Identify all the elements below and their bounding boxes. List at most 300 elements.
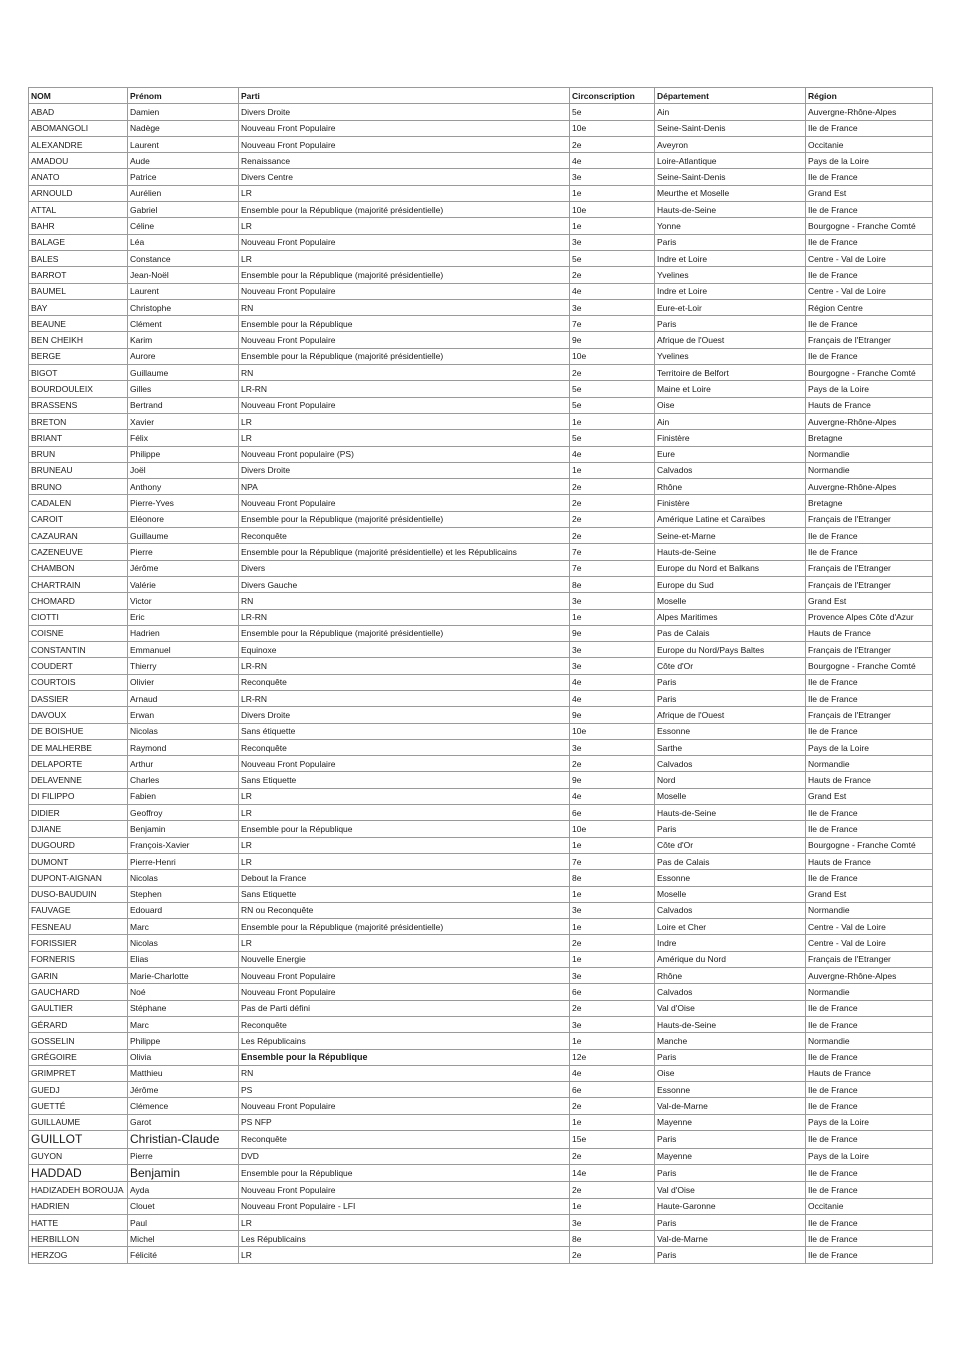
cell-nom: BEAUNE bbox=[29, 316, 128, 332]
cell-nom: CONSTANTIN bbox=[29, 642, 128, 658]
table-row bbox=[29, 642, 933, 658]
cell-departement: Calvados bbox=[655, 902, 806, 918]
table-row bbox=[29, 446, 933, 462]
cell-nom: DE BOISHUE bbox=[29, 723, 128, 739]
cell-departement: Eure-et-Loir bbox=[655, 299, 806, 315]
cell-nom: ANATO bbox=[29, 169, 128, 185]
cell-region: Ile de France bbox=[806, 1214, 933, 1230]
cell-prenom: Clément bbox=[128, 316, 239, 332]
header-row bbox=[29, 88, 933, 104]
cell-prenom: Paul bbox=[128, 1214, 239, 1230]
table-row bbox=[29, 1016, 933, 1032]
cell-prenom: Erwan bbox=[128, 707, 239, 723]
cell-prenom: Philippe bbox=[128, 1033, 239, 1049]
cell-nom: HATTE bbox=[29, 1214, 128, 1230]
cell-departement: Territoire de Belfort bbox=[655, 365, 806, 381]
cell-nom: HADIZADEH BOROUJA bbox=[29, 1182, 128, 1198]
table-row bbox=[29, 1131, 933, 1149]
cell-parti: LR bbox=[239, 788, 570, 804]
cell-prenom: Laurent bbox=[128, 136, 239, 152]
cell-prenom: Emmanuel bbox=[128, 642, 239, 658]
cell-region: Centre - Val de Loire bbox=[806, 250, 933, 266]
cell-nom: BAHR bbox=[29, 218, 128, 234]
cell-prenom: Céline bbox=[128, 218, 239, 234]
cell-circonscription: 1e bbox=[570, 951, 655, 967]
cell-parti: Equinoxe bbox=[239, 642, 570, 658]
cell-circonscription: 9e bbox=[570, 625, 655, 641]
cell-circonscription: 5e bbox=[570, 104, 655, 120]
cell-circonscription: 5e bbox=[570, 250, 655, 266]
cell-region: Ile de France bbox=[806, 1164, 933, 1182]
cell-prenom: Pierre bbox=[128, 544, 239, 560]
cell-departement: Paris bbox=[655, 821, 806, 837]
cell-circonscription: 1e bbox=[570, 1198, 655, 1214]
cell-prenom: Victor bbox=[128, 593, 239, 609]
cell-parti: Nouveau Front Populaire bbox=[239, 1182, 570, 1198]
cell-nom: DUMONT bbox=[29, 853, 128, 869]
cell-nom: ABOMANGOLI bbox=[29, 120, 128, 136]
header-parti: Parti bbox=[239, 88, 570, 104]
cell-departement: Manche bbox=[655, 1033, 806, 1049]
cell-nom: COUDERT bbox=[29, 658, 128, 674]
cell-circonscription: 6e bbox=[570, 984, 655, 1000]
cell-departement: Finistère bbox=[655, 430, 806, 446]
cell-nom: COISNE bbox=[29, 625, 128, 641]
header-departement: Département bbox=[655, 88, 806, 104]
cell-circonscription: 4e bbox=[570, 153, 655, 169]
cell-circonscription: 3e bbox=[570, 299, 655, 315]
cell-nom: GUYON bbox=[29, 1148, 128, 1164]
cell-region: Auvergne-Rhône-Alpes bbox=[806, 968, 933, 984]
cell-departement: Seine-Saint-Denis bbox=[655, 120, 806, 136]
cell-prenom: Marie-Charlotte bbox=[128, 968, 239, 984]
cell-prenom: Gabriel bbox=[128, 202, 239, 218]
cell-circonscription: 1e bbox=[570, 462, 655, 478]
table-row bbox=[29, 1082, 933, 1098]
cell-nom: DASSIER bbox=[29, 690, 128, 706]
cell-departement: Côte d'Or bbox=[655, 658, 806, 674]
cell-region: Hauts de France bbox=[806, 397, 933, 413]
cell-region: Français de l'Etranger bbox=[806, 332, 933, 348]
cell-parti: Debout la France bbox=[239, 870, 570, 886]
cell-prenom: Marc bbox=[128, 1016, 239, 1032]
cell-departement: Paris bbox=[655, 1214, 806, 1230]
cell-nom: CAZENEUVE bbox=[29, 544, 128, 560]
cell-nom: DI FILIPPO bbox=[29, 788, 128, 804]
cell-nom: BERGE bbox=[29, 348, 128, 364]
table-row bbox=[29, 250, 933, 266]
cell-region: Ile de France bbox=[806, 316, 933, 332]
cell-prenom: Guillaume bbox=[128, 365, 239, 381]
cell-parti: Nouveau Front Populaire bbox=[239, 756, 570, 772]
table-row bbox=[29, 788, 933, 804]
table-row bbox=[29, 234, 933, 250]
cell-region: Occitanie bbox=[806, 1198, 933, 1214]
cell-prenom: Félicité bbox=[128, 1247, 239, 1263]
cell-circonscription: 10e bbox=[570, 723, 655, 739]
cell-parti: DVD bbox=[239, 1148, 570, 1164]
cell-prenom: Elias bbox=[128, 951, 239, 967]
cell-departement: Europe du Nord et Balkans bbox=[655, 560, 806, 576]
table-row bbox=[29, 218, 933, 234]
cell-departement: Val d'Oise bbox=[655, 1000, 806, 1016]
cell-departement: Loire-Atlantique bbox=[655, 153, 806, 169]
cell-departement: Calvados bbox=[655, 462, 806, 478]
table-row bbox=[29, 283, 933, 299]
cell-parti: Nouveau Front Populaire bbox=[239, 136, 570, 152]
cell-circonscription: 9e bbox=[570, 332, 655, 348]
cell-nom: GUILLOT bbox=[29, 1131, 128, 1149]
cell-circonscription: 3e bbox=[570, 968, 655, 984]
cell-departement: Aveyron bbox=[655, 136, 806, 152]
cell-departement: Seine-Saint-Denis bbox=[655, 169, 806, 185]
cell-parti: Reconquête bbox=[239, 1131, 570, 1149]
cell-departement: Seine-et-Marne bbox=[655, 528, 806, 544]
cell-parti: Les Républicains bbox=[239, 1231, 570, 1247]
cell-prenom: Karim bbox=[128, 332, 239, 348]
cell-prenom: Pierre-Yves bbox=[128, 495, 239, 511]
cell-circonscription: 1e bbox=[570, 919, 655, 935]
cell-parti: Reconquête bbox=[239, 739, 570, 755]
cell-circonscription: 7e bbox=[570, 316, 655, 332]
table-row bbox=[29, 1049, 933, 1065]
cell-circonscription: 2e bbox=[570, 756, 655, 772]
cell-region: Normandie bbox=[806, 756, 933, 772]
cell-departement: Hauts-de-Seine bbox=[655, 1016, 806, 1032]
cell-region: Pays de la Loire bbox=[806, 739, 933, 755]
cell-nom: DAVOUX bbox=[29, 707, 128, 723]
cell-prenom: Raymond bbox=[128, 739, 239, 755]
cell-region: Grand Est bbox=[806, 886, 933, 902]
cell-parti: Divers Centre bbox=[239, 169, 570, 185]
cell-region: Ile de France bbox=[806, 267, 933, 283]
cell-nom: BRUNEAU bbox=[29, 462, 128, 478]
cell-circonscription: 1e bbox=[570, 185, 655, 201]
candidates-table bbox=[28, 87, 933, 1264]
table-row bbox=[29, 707, 933, 723]
cell-region: Français de l'Etranger bbox=[806, 511, 933, 527]
cell-prenom: Benjamin bbox=[128, 1164, 239, 1182]
cell-region: Bourgogne - Franche Comté bbox=[806, 218, 933, 234]
cell-region: Ile de France bbox=[806, 821, 933, 837]
cell-nom: DJIANE bbox=[29, 821, 128, 837]
cell-region: Ile de France bbox=[806, 234, 933, 250]
cell-nom: GRÉGOIRE bbox=[29, 1049, 128, 1065]
table-row bbox=[29, 674, 933, 690]
cell-circonscription: 5e bbox=[570, 397, 655, 413]
cell-nom: AMADOU bbox=[29, 153, 128, 169]
cell-parti: Reconquête bbox=[239, 528, 570, 544]
cell-prenom: Olivia bbox=[128, 1049, 239, 1065]
cell-prenom: Philippe bbox=[128, 446, 239, 462]
cell-departement: Calvados bbox=[655, 756, 806, 772]
table-row bbox=[29, 821, 933, 837]
cell-departement: Ain bbox=[655, 413, 806, 429]
cell-parti: Ensemble pour la République (majorité présidentielle) bbox=[239, 202, 570, 218]
cell-circonscription: 2e bbox=[570, 1247, 655, 1263]
cell-circonscription: 4e bbox=[570, 283, 655, 299]
cell-parti: Nouveau Front Populaire - LFI bbox=[239, 1198, 570, 1214]
cell-region: Ile de France bbox=[806, 1098, 933, 1114]
table-row bbox=[29, 1247, 933, 1263]
cell-region: Français de l'Etranger bbox=[806, 576, 933, 592]
table-row bbox=[29, 1231, 933, 1247]
cell-prenom: Nicolas bbox=[128, 870, 239, 886]
cell-departement: Essonne bbox=[655, 723, 806, 739]
cell-region: Centre - Val de Loire bbox=[806, 919, 933, 935]
cell-departement: Paris bbox=[655, 1131, 806, 1149]
cell-region: Normandie bbox=[806, 984, 933, 1000]
cell-departement: Loire et Cher bbox=[655, 919, 806, 935]
cell-departement: Mayenne bbox=[655, 1148, 806, 1164]
cell-parti: LR bbox=[239, 218, 570, 234]
table-row bbox=[29, 1065, 933, 1081]
cell-prenom: Thierry bbox=[128, 658, 239, 674]
cell-nom: BAY bbox=[29, 299, 128, 315]
cell-nom: BRIANT bbox=[29, 430, 128, 446]
cell-departement: Afrique de l'Ouest bbox=[655, 332, 806, 348]
cell-region: Provence Alpes Côte d'Azur bbox=[806, 609, 933, 625]
cell-parti: LR-RN bbox=[239, 690, 570, 706]
cell-region: Auvergne-Rhône-Alpes bbox=[806, 479, 933, 495]
cell-prenom: Jérôme bbox=[128, 1082, 239, 1098]
cell-parti: RN bbox=[239, 299, 570, 315]
cell-prenom: Damien bbox=[128, 104, 239, 120]
cell-region: Ile de France bbox=[806, 1182, 933, 1198]
cell-departement: Mayenne bbox=[655, 1114, 806, 1130]
table-row bbox=[29, 1214, 933, 1230]
cell-prenom: Christophe bbox=[128, 299, 239, 315]
cell-parti: Reconquête bbox=[239, 1016, 570, 1032]
cell-prenom: Clémence bbox=[128, 1098, 239, 1114]
table-row bbox=[29, 104, 933, 120]
table-row bbox=[29, 1148, 933, 1164]
cell-nom: CAZAURAN bbox=[29, 528, 128, 544]
cell-departement: Sarthe bbox=[655, 739, 806, 755]
cell-circonscription: 7e bbox=[570, 853, 655, 869]
cell-parti: Ensemble pour la République (majorité présidentielle) bbox=[239, 625, 570, 641]
cell-nom: HERBILLON bbox=[29, 1231, 128, 1247]
table-row bbox=[29, 202, 933, 218]
cell-region: Ile de France bbox=[806, 169, 933, 185]
cell-region: Pays de la Loire bbox=[806, 153, 933, 169]
table-row bbox=[29, 1182, 933, 1198]
cell-region: Ile de France bbox=[806, 202, 933, 218]
cell-departement: Oise bbox=[655, 397, 806, 413]
cell-parti: Ensemble pour la République bbox=[239, 821, 570, 837]
cell-nom: GOSSELIN bbox=[29, 1033, 128, 1049]
table-row bbox=[29, 1033, 933, 1049]
cell-parti: RN bbox=[239, 365, 570, 381]
cell-departement: Paris bbox=[655, 1164, 806, 1182]
cell-prenom: Constance bbox=[128, 250, 239, 266]
cell-circonscription: 1e bbox=[570, 1114, 655, 1130]
table-row bbox=[29, 593, 933, 609]
table-row bbox=[29, 299, 933, 315]
header-circonscription: Circonscription bbox=[570, 88, 655, 104]
cell-parti: PS bbox=[239, 1082, 570, 1098]
cell-region: Ile de France bbox=[806, 1247, 933, 1263]
cell-region: Ile de France bbox=[806, 348, 933, 364]
cell-region: Ile de France bbox=[806, 870, 933, 886]
cell-parti: Nouveau Front Populaire bbox=[239, 332, 570, 348]
cell-departement: Yvelines bbox=[655, 348, 806, 364]
cell-departement: Europe du Sud bbox=[655, 576, 806, 592]
table-row bbox=[29, 462, 933, 478]
cell-region: Hauts de France bbox=[806, 625, 933, 641]
cell-circonscription: 4e bbox=[570, 674, 655, 690]
table-row bbox=[29, 365, 933, 381]
cell-nom: ARNOULD bbox=[29, 185, 128, 201]
cell-circonscription: 4e bbox=[570, 1065, 655, 1081]
cell-departement: Hauts-de-Seine bbox=[655, 544, 806, 560]
cell-prenom: Guillaume bbox=[128, 528, 239, 544]
cell-nom: DELAVENNE bbox=[29, 772, 128, 788]
table-row bbox=[29, 690, 933, 706]
cell-parti: Nouveau Front Populaire bbox=[239, 968, 570, 984]
cell-region: Grand Est bbox=[806, 593, 933, 609]
cell-circonscription: 6e bbox=[570, 805, 655, 821]
cell-region: Français de l'Etranger bbox=[806, 560, 933, 576]
cell-circonscription: 2e bbox=[570, 136, 655, 152]
cell-prenom: Clouet bbox=[128, 1198, 239, 1214]
cell-circonscription: 4e bbox=[570, 788, 655, 804]
cell-departement: Paris bbox=[655, 674, 806, 690]
cell-region: Pays de la Loire bbox=[806, 1114, 933, 1130]
cell-circonscription: 2e bbox=[570, 935, 655, 951]
cell-region: Ile de France bbox=[806, 1231, 933, 1247]
cell-departement: Amérique Latine et Caraïbes bbox=[655, 511, 806, 527]
cell-circonscription: 1e bbox=[570, 218, 655, 234]
cell-region: Pays de la Loire bbox=[806, 1148, 933, 1164]
table-row bbox=[29, 267, 933, 283]
cell-departement: Hauts-de-Seine bbox=[655, 202, 806, 218]
cell-parti: Divers bbox=[239, 560, 570, 576]
cell-nom: FORNERIS bbox=[29, 951, 128, 967]
cell-region: Hauts de France bbox=[806, 772, 933, 788]
cell-parti: Ensemble pour la République (majorité présidentielle) bbox=[239, 267, 570, 283]
cell-circonscription: 9e bbox=[570, 707, 655, 723]
table-row bbox=[29, 120, 933, 136]
cell-parti: Divers Droite bbox=[239, 707, 570, 723]
cell-region: Ile de France bbox=[806, 120, 933, 136]
cell-circonscription: 2e bbox=[570, 495, 655, 511]
cell-departement: Amérique du Nord bbox=[655, 951, 806, 967]
cell-departement: Paris bbox=[655, 234, 806, 250]
cell-region: Grand Est bbox=[806, 788, 933, 804]
cell-parti: LR-RN bbox=[239, 381, 570, 397]
cell-nom: GUETTÉ bbox=[29, 1098, 128, 1114]
cell-nom: GRIMPRET bbox=[29, 1065, 128, 1081]
cell-parti: Nouveau Front Populaire bbox=[239, 120, 570, 136]
cell-parti: LR bbox=[239, 250, 570, 266]
cell-prenom: Nicolas bbox=[128, 723, 239, 739]
table-row bbox=[29, 853, 933, 869]
cell-region: Bourgogne - Franche Comté bbox=[806, 658, 933, 674]
cell-departement: Paris bbox=[655, 316, 806, 332]
cell-departement: Finistère bbox=[655, 495, 806, 511]
cell-parti: Sans Etiquette bbox=[239, 886, 570, 902]
cell-nom: DIDIER bbox=[29, 805, 128, 821]
cell-prenom: Stephen bbox=[128, 886, 239, 902]
cell-nom: CADALEN bbox=[29, 495, 128, 511]
cell-circonscription: 3e bbox=[570, 593, 655, 609]
cell-departement: Val-de-Marne bbox=[655, 1098, 806, 1114]
table-row bbox=[29, 348, 933, 364]
cell-parti: Sans étiquette bbox=[239, 723, 570, 739]
cell-nom: CAROIT bbox=[29, 511, 128, 527]
cell-parti: LR bbox=[239, 413, 570, 429]
cell-region: Bourgogne - Franche Comté bbox=[806, 837, 933, 853]
table-row bbox=[29, 511, 933, 527]
cell-parti: Nouvelle Energie bbox=[239, 951, 570, 967]
table-row bbox=[29, 413, 933, 429]
cell-prenom: Garot bbox=[128, 1114, 239, 1130]
cell-departement: Haute-Garonne bbox=[655, 1198, 806, 1214]
cell-circonscription: 3e bbox=[570, 1214, 655, 1230]
cell-region: Pays de la Loire bbox=[806, 381, 933, 397]
cell-region: Ile de France bbox=[806, 544, 933, 560]
cell-region: Normandie bbox=[806, 446, 933, 462]
cell-circonscription: 10e bbox=[570, 348, 655, 364]
cell-prenom: Anthony bbox=[128, 479, 239, 495]
cell-circonscription: 3e bbox=[570, 642, 655, 658]
cell-nom: COURTOIS bbox=[29, 674, 128, 690]
cell-nom: GAULTIER bbox=[29, 1000, 128, 1016]
cell-circonscription: 8e bbox=[570, 870, 655, 886]
cell-circonscription: 4e bbox=[570, 690, 655, 706]
cell-circonscription: 1e bbox=[570, 837, 655, 853]
cell-circonscription: 10e bbox=[570, 821, 655, 837]
cell-departement: Moselle bbox=[655, 593, 806, 609]
cell-region: Ile de France bbox=[806, 690, 933, 706]
cell-parti: LR bbox=[239, 837, 570, 853]
cell-nom: HERZOG bbox=[29, 1247, 128, 1263]
cell-prenom: Benjamin bbox=[128, 821, 239, 837]
cell-prenom: Eric bbox=[128, 609, 239, 625]
table-row bbox=[29, 1000, 933, 1016]
cell-prenom: Gilles bbox=[128, 381, 239, 397]
cell-circonscription: 2e bbox=[570, 1182, 655, 1198]
cell-prenom: Matthieu bbox=[128, 1065, 239, 1081]
cell-circonscription: 10e bbox=[570, 202, 655, 218]
header-nom: NOM bbox=[29, 88, 128, 104]
table-row bbox=[29, 658, 933, 674]
cell-nom: GÉRARD bbox=[29, 1016, 128, 1032]
cell-nom: BRUN bbox=[29, 446, 128, 462]
cell-circonscription: 3e bbox=[570, 1016, 655, 1032]
cell-circonscription: 7e bbox=[570, 560, 655, 576]
cell-departement: Paris bbox=[655, 1049, 806, 1065]
cell-departement: Indre bbox=[655, 935, 806, 951]
cell-nom: HADRIEN bbox=[29, 1198, 128, 1214]
cell-region: Ile de France bbox=[806, 805, 933, 821]
cell-prenom: Olivier bbox=[128, 674, 239, 690]
cell-parti: RN bbox=[239, 1065, 570, 1081]
cell-circonscription: 2e bbox=[570, 1148, 655, 1164]
cell-circonscription: 1e bbox=[570, 413, 655, 429]
cell-nom: GAUCHARD bbox=[29, 984, 128, 1000]
cell-prenom: Pierre bbox=[128, 1148, 239, 1164]
cell-circonscription: 2e bbox=[570, 528, 655, 544]
cell-nom: CHARTRAIN bbox=[29, 576, 128, 592]
table-row bbox=[29, 544, 933, 560]
cell-nom: BALES bbox=[29, 250, 128, 266]
cell-region: Bretagne bbox=[806, 430, 933, 446]
cell-parti: LR bbox=[239, 1247, 570, 1263]
cell-parti: Ensemble pour la République (majorité présidentielle) et les Républicains bbox=[239, 544, 570, 560]
cell-prenom: Edouard bbox=[128, 902, 239, 918]
